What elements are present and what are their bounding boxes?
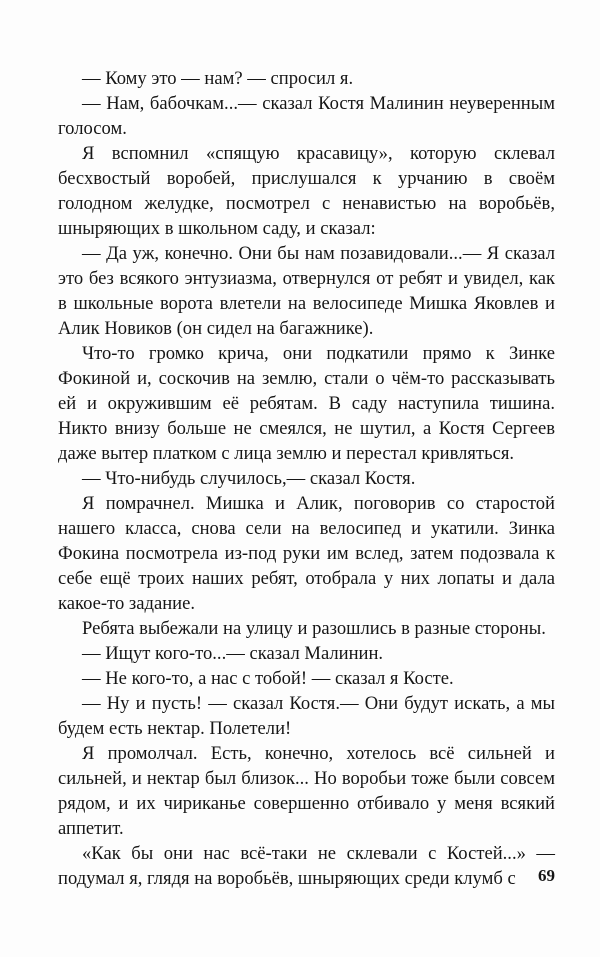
paragraph: — Ищут кого-то...— сказал Малинин. [82,643,384,664]
paragraph: — Нам, бабочкам...— сказал Костя Малинин неуверенным голосом. [58,93,555,139]
paragraph: Что-то громко крича, они подкатили прямо к Зинке Фокиной и, соскочив на землю, стали о чём-то рассказывать ей и окружившим её ребятам. В саду наступила тишина. Никто внизу больше не смеялся, не шутил, а Костя Сергеев даже вытер платком с лица землю и перестал кривляться. [58,343,555,464]
paragraph: — Что-нибудь случилось,— сказал Костя. [82,468,416,489]
paragraph: — Да уж, конечно. Они бы нам позавидовали...— Я сказал это без всякого энтузиазма, отвернулся от ребят и увидел, как в школьные ворота влетели на велосипеде Мишка Яковлев и Алик Новиков (он сидел на багажнике). [58,243,555,339]
paragraph: — Кому это — нам? — спросил я. [82,68,354,89]
paragraph: Я помрачнел. Мишка и Алик, поговорив со старостой нашего класса, снова сели на велосипед и укатили. Зинка Фокина посмотрела из-под руки им вслед, затем подозвала к себе ещё троих наших ребят, отобрала у них лопаты и дала какое-то задание. [58,493,555,614]
paragraph: Я промолчал. Есть, конечно, хотелось всё сильней и сильней, и нектар был близок... Но воробьи тоже были совсем рядом, и их чириканье совершенно отбивало у меня всякий аппетит. [58,743,555,839]
paragraph: Я вспомнил «спящую красавицу», которую склевал бесхвостый воробей, прислушался к урчанию в своём голодном желудке, посмотрел с ненавистью на воробьёв, шныряющих в школьном саду, и сказал: [58,143,555,239]
paragraph: — Ну и пусть! — сказал Костя.— Они будут искать, а мы будем есть нектар. Полетели! [58,693,555,739]
page-number: 69 [538,866,555,885]
paragraph: Ребята выбежали на улицу и разошлись в разные стороны. [82,618,546,639]
body-text [58,66,555,891]
paragraph: «Как бы они нас всё-таки не склевали с Костей...» — подумал я, глядя на воробьёв, шныряющих среди клумб с [58,843,555,889]
paragraph: — Не кого-то, а нас с тобой! — сказал я Косте. [82,668,454,689]
